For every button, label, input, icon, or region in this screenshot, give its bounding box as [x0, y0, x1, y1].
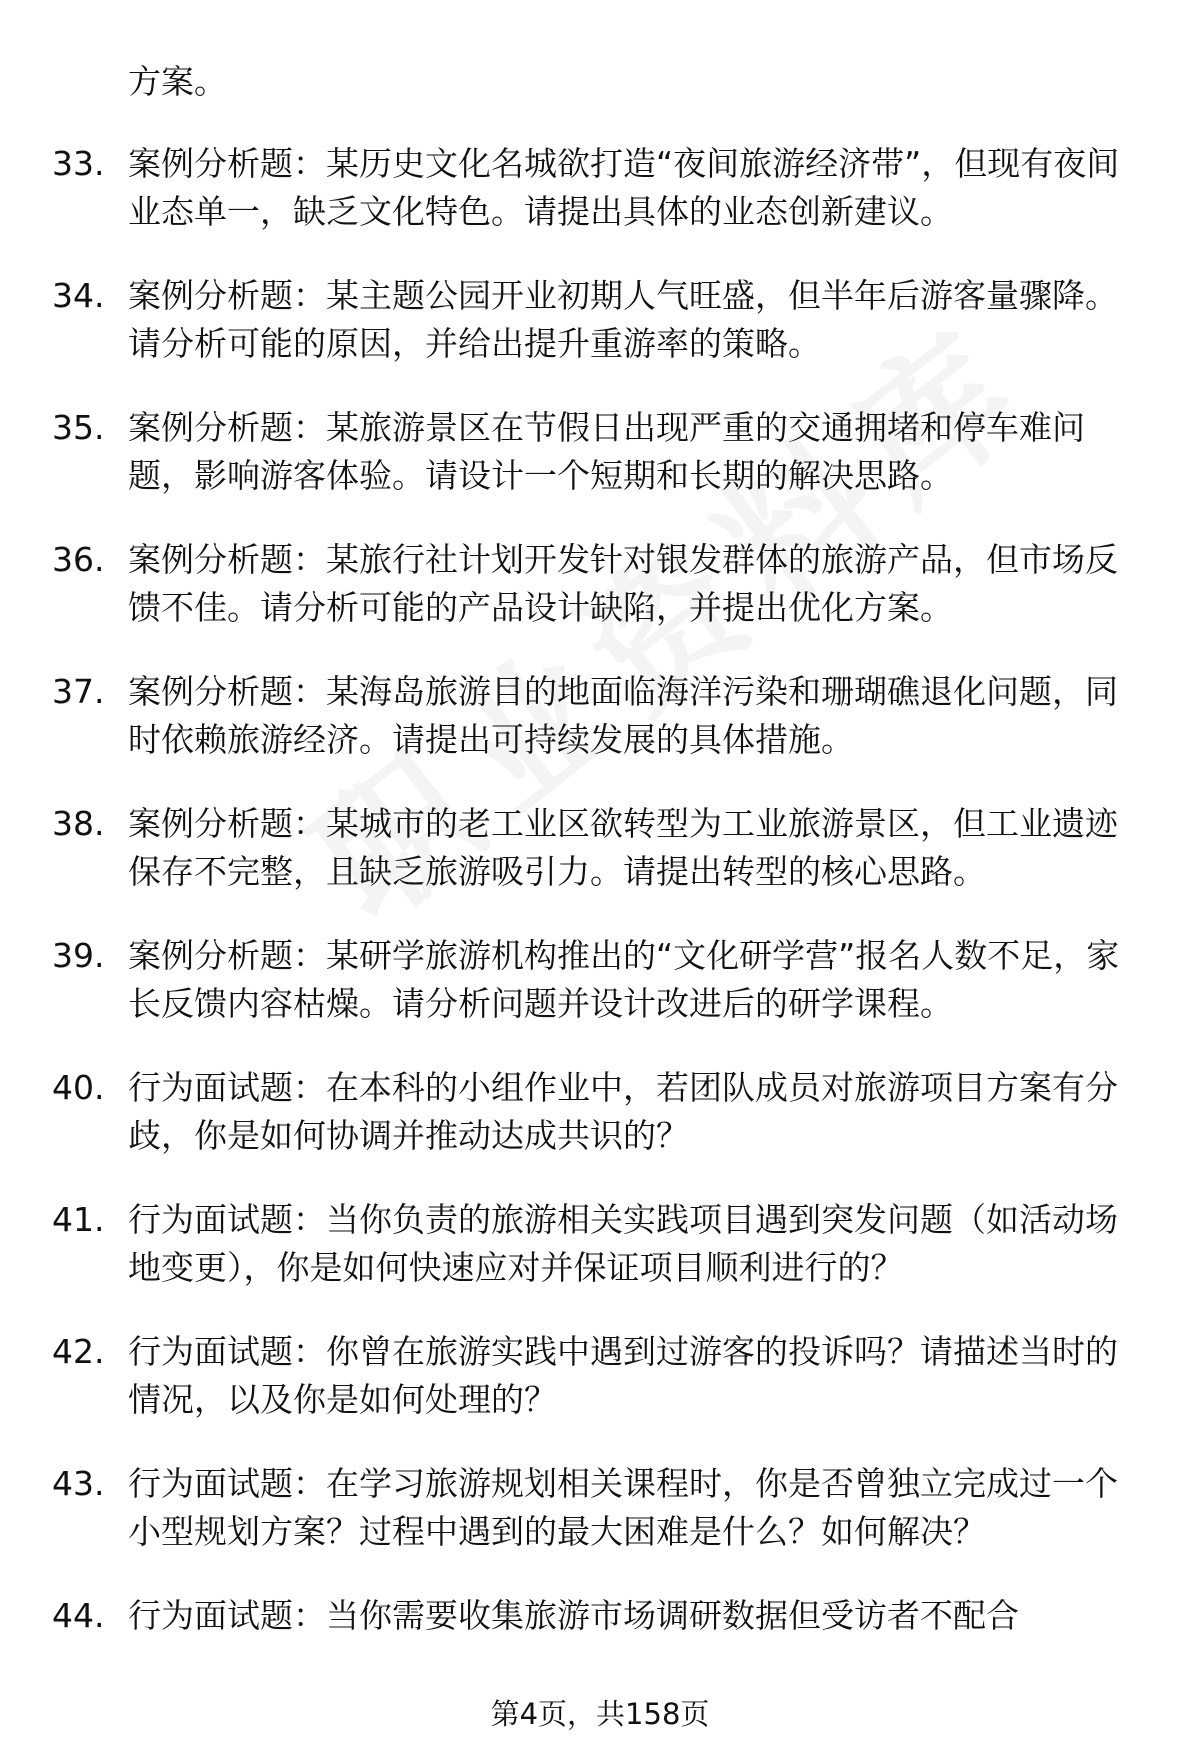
question-item: [0, 800, 1200, 932]
question-number: 44.: [52, 1596, 105, 1635]
question-item: [0, 536, 1200, 668]
question-item: [0, 668, 1200, 800]
question-item: [0, 1460, 1200, 1592]
question-text: 案例分析题：某旅行社计划开发针对银发群体的旅游产品，但市场反馈不佳。请分析可能的产品设计缺陷，并提出优化方案。: [128, 540, 1118, 627]
question-text: 案例分析题：某城市的老工业区欲转型为工业旅游景区，但工业遗迹保存不完整，且缺乏旅游吸引力。请提出转型的核心思路。: [128, 804, 1118, 891]
question-number: 40.: [52, 1068, 105, 1107]
page-footer: 第4页，共158页: [490, 1697, 710, 1731]
question-text: 案例分析题：某海岛旅游目的地面临海洋污染和珊瑚礁退化问题，同时依赖旅游经济。请提出可持续发展的具体措施。: [128, 672, 1118, 759]
question-text: 案例分析题：某主题公园开业初期人气旺盛，但半年后游客量骤降。请分析可能的原因，并给出提升重游率的策略。: [128, 276, 1118, 363]
question-text: 行为面试题：当你负责的旅游相关实践项目遇到突发问题（如活动场地变更），你是如何快速应对并保证项目顺利进行的？: [128, 1200, 1118, 1287]
question-text: 行为面试题：在学习旅游规划相关课程时，你是否曾独立完成过一个小型规划方案？过程中遇到的最大困难是什么？如何解决？: [128, 1464, 1118, 1551]
question-number: 39.: [52, 936, 105, 975]
question-text: 行为面试题：你曾在旅游实践中遇到过游客的投诉吗？请描述当时的情况，以及你是如何处理的？: [128, 1332, 1118, 1419]
question-list: [0, 140, 1200, 1724]
question-item: [0, 272, 1200, 404]
continuation-text: 方案。: [128, 62, 227, 101]
question-item: [0, 932, 1200, 1064]
question-text: 行为面试题：在本科的小组作业中，若团队成员对旅游项目方案有分歧，你是如何协调并推动达成共识的？: [128, 1068, 1118, 1155]
question-number: 43.: [52, 1464, 105, 1503]
question-text: 案例分析题：某旅游景区在节假日出现严重的交通拥堵和停车难问题，影响游客体验。请设计一个短期和长期的解决思路。: [128, 408, 1085, 495]
question-item: [0, 140, 1200, 272]
question-item: [0, 404, 1200, 536]
question-text: 案例分析题：某历史文化名城欲打造“夜间旅游经济带”，但现有夜间业态单一，缺乏文化特色。请提出具体的业态创新建议。: [128, 144, 1120, 231]
question-number: 42.: [52, 1332, 105, 1371]
question-number: 33.: [52, 144, 105, 183]
question-item: [0, 1064, 1200, 1196]
question-number: 34.: [52, 276, 105, 315]
question-number: 41.: [52, 1200, 105, 1239]
question-text: 案例分析题：某研学旅游机构推出的“文化研学营”报名人数不足，家长反馈内容枯燥。请分析问题并设计改进后的研学课程。: [128, 936, 1120, 1023]
question-item: [0, 1196, 1200, 1328]
question-item: [0, 1328, 1200, 1460]
question-text: 行为面试题：当你需要收集旅游市场调研数据但受访者不配合: [128, 1596, 1019, 1635]
question-number: 38.: [52, 804, 105, 843]
question-number: 35.: [52, 408, 105, 447]
question-number: 37.: [52, 672, 105, 711]
question-number: 36.: [52, 540, 105, 579]
